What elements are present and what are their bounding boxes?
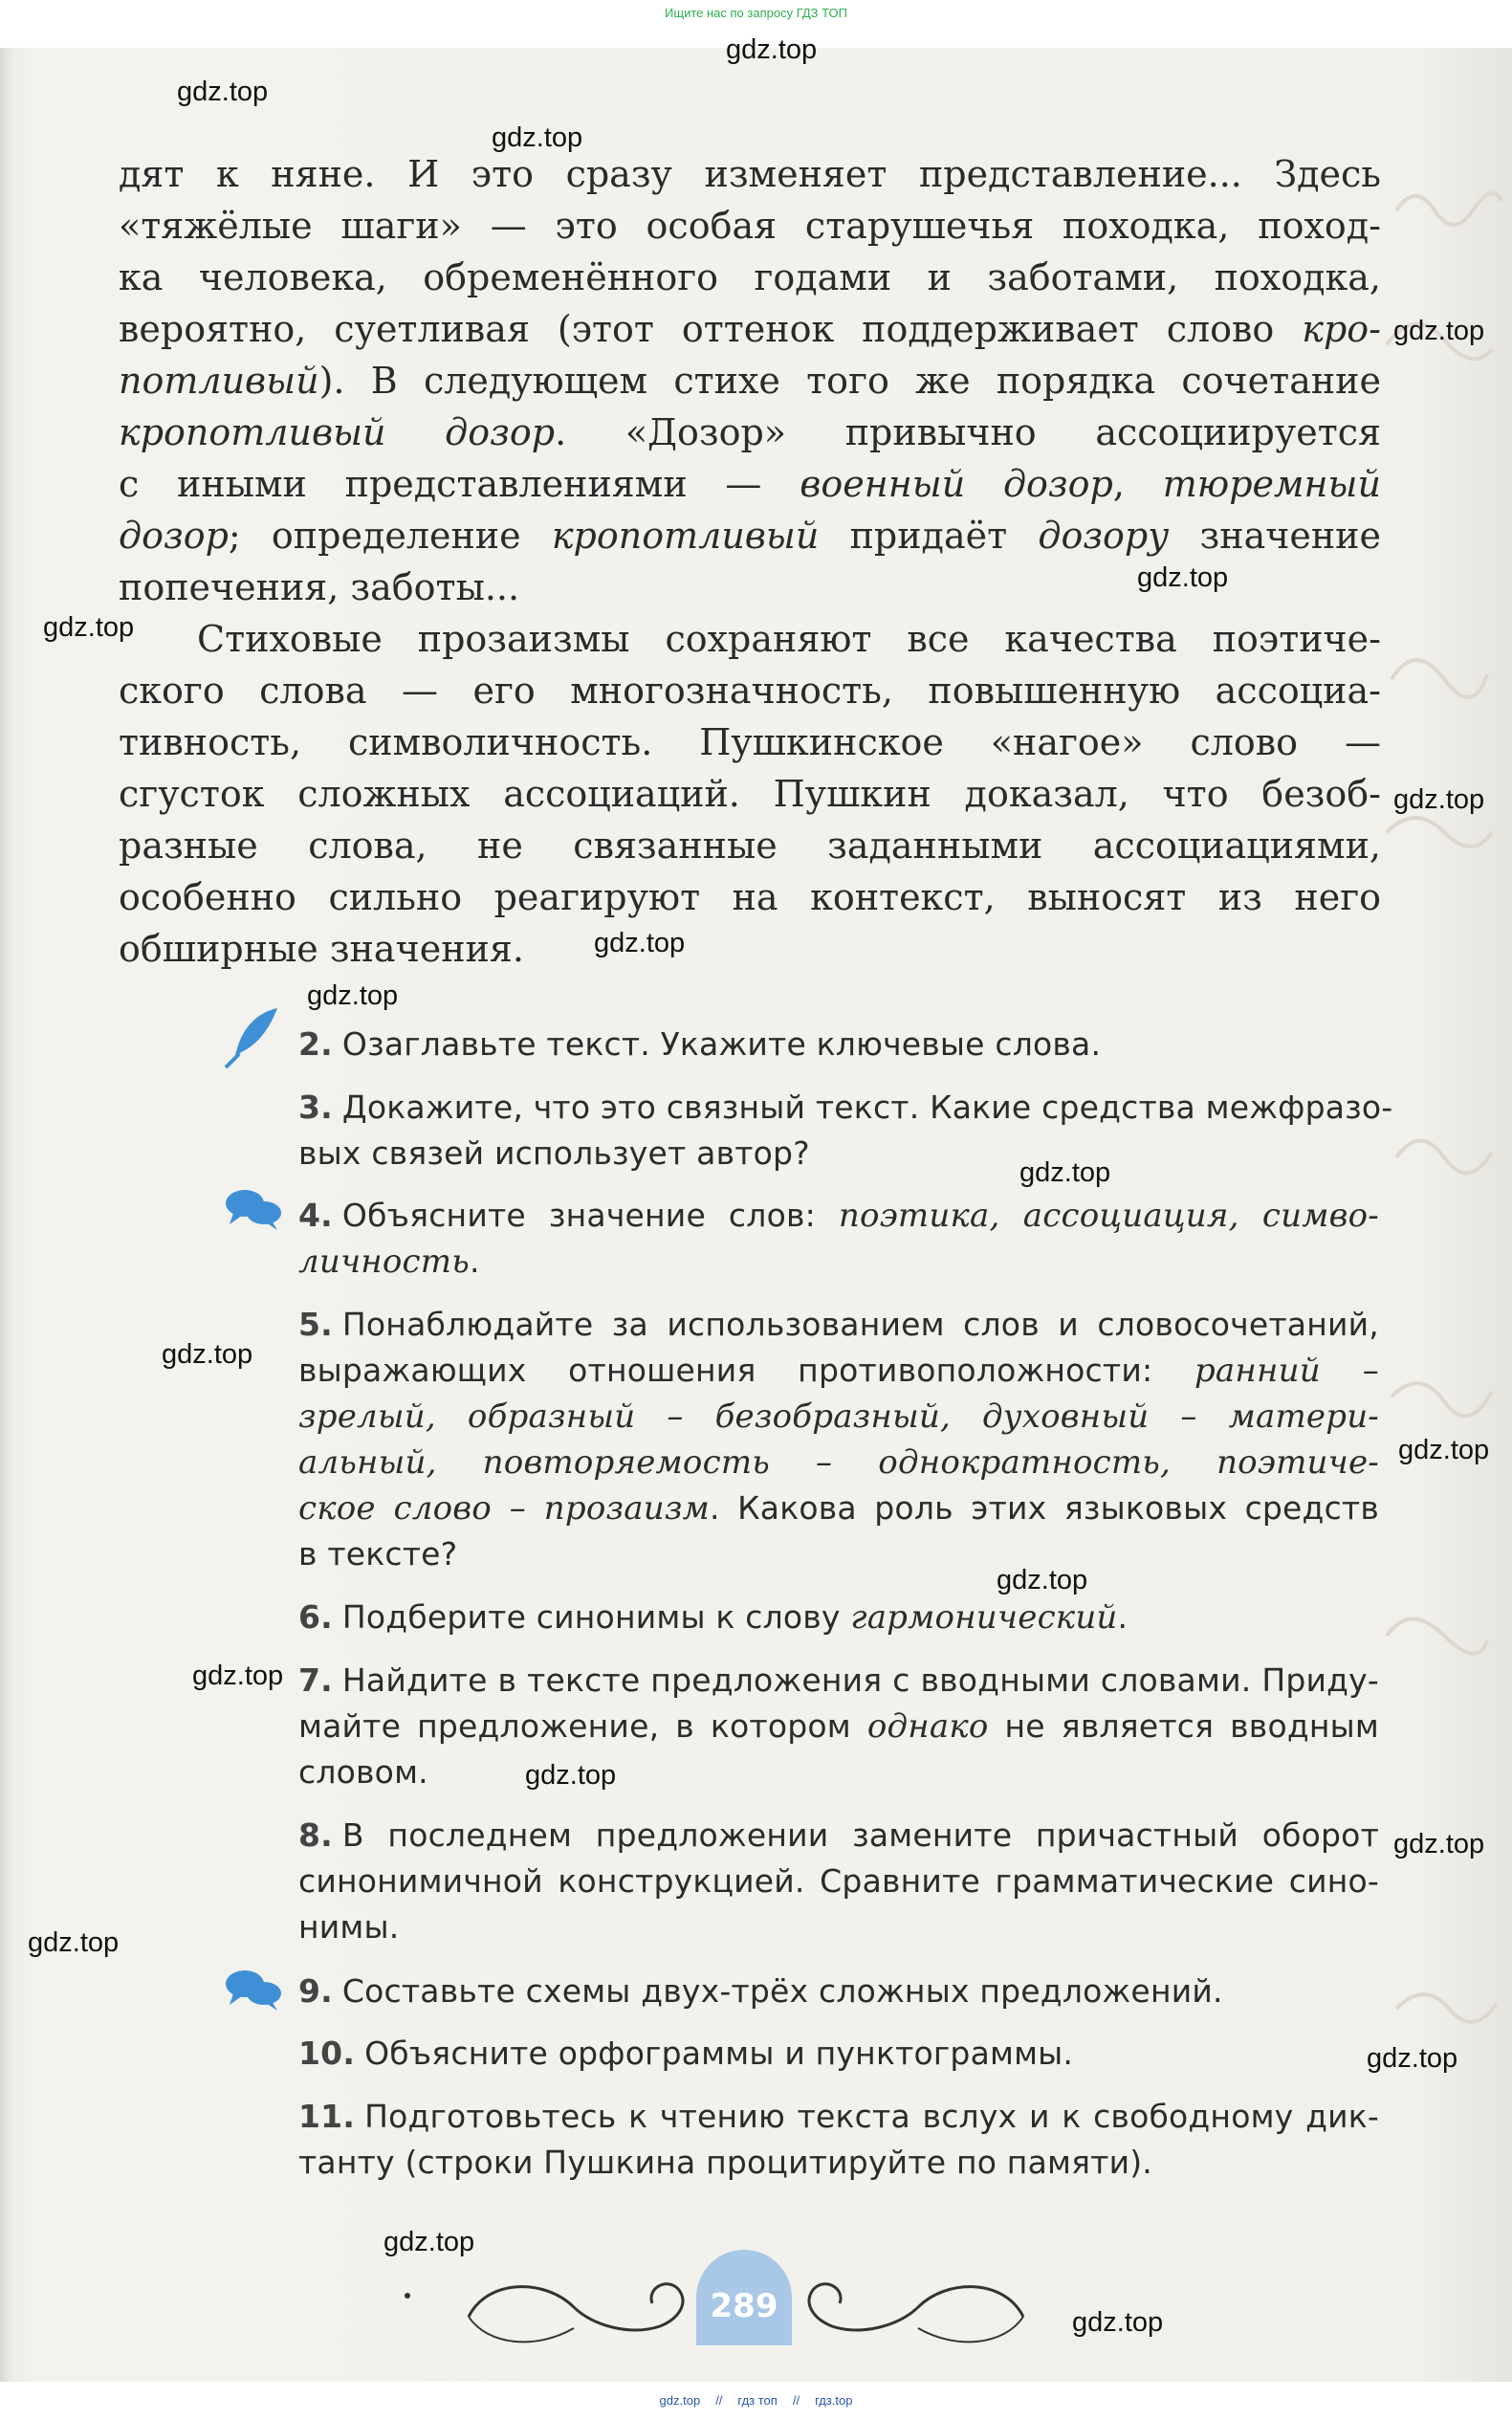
watermark: gdz.top	[1137, 562, 1229, 593]
watermark: gdz.top	[162, 1339, 253, 1370]
question-5-line: альный, повторяемость – однократность, поэтиче-	[298, 1443, 1379, 1482]
watermark: gdz.top	[492, 122, 583, 153]
watermark: gdz.top	[383, 2227, 475, 2257]
header-link[interactable]: Ищите нас по запросу ГДЗ ТОП	[665, 6, 847, 20]
question-3-line: вых связей использует автор?	[298, 1134, 810, 1172]
watermark: gdz.top	[1367, 2043, 1458, 2074]
text-line: вероятно, суетливая (этот оттенок поддерживает слово кро-	[119, 308, 1381, 350]
text-line: с иными представлениями — военный дозор, тюремный	[119, 463, 1381, 505]
separator: //	[715, 2393, 723, 2408]
footer-link[interactable]: гдз.top	[815, 2393, 853, 2408]
question-5-line: выражающих отношения противоположности: ранний –	[298, 1352, 1379, 1390]
watermark: gdz.top	[1019, 1157, 1111, 1188]
watermark: gdz.top	[997, 1565, 1088, 1595]
watermark: gdz.top	[307, 980, 399, 1011]
watermark: gdz.top	[525, 1760, 617, 1791]
question-2: 2. Озаглавьте текст. Укажите ключевые слова.	[298, 1025, 1102, 1063]
page-number: 289	[696, 2250, 792, 2345]
text-line: сгусток сложных ассоциаций. Пушкин доказал, что безоб-	[119, 773, 1381, 815]
text-line: «тяжёлые шаги» — это особая старушечья походка, поход-	[119, 205, 1381, 247]
question-10: 10. Объясните орфограммы и пунктограммы.	[298, 2035, 1074, 2072]
question-5-line: ское слово – прозаизм. Какова роль этих языковых средств	[298, 1489, 1379, 1528]
watermark: gdz.top	[43, 612, 135, 643]
dialogue-bubbles-icon	[224, 1967, 283, 2014]
text-line: попечения, заботы...	[119, 566, 520, 608]
watermark: gdz.top	[1072, 2307, 1164, 2338]
question-5-line: в тексте?	[298, 1535, 458, 1573]
text-line: Стиховые прозаизмы сохраняют все качества поэтиче-	[197, 618, 1381, 660]
quill-pen-icon	[222, 1004, 281, 1071]
watermark: gdz.top	[1398, 1435, 1490, 1465]
watermark: gdz.top	[192, 1661, 284, 1691]
text-line: дозор; определение кропотливый придаёт дозору значение	[119, 515, 1381, 557]
text-line: кропотливый дозор. «Дозор» привычно ассоциируется	[119, 411, 1381, 453]
footer-links	[0, 2393, 1512, 2408]
question-8-line: синонимичной конструкцией. Сравните грамматические сино-	[298, 1862, 1379, 1900]
question-8-line: нимы.	[298, 1908, 400, 1946]
watermark: gdz.top	[1393, 316, 1485, 346]
text-line: тивность, символичность. Пушкинское «нагое» слово —	[119, 721, 1381, 763]
text-line: ского слова — его многозначность, повышенную ассоциа-	[119, 670, 1381, 712]
question-11: 11. Подготовьтесь к чтению текста вслух и к свободному дик-	[298, 2098, 1379, 2135]
separator: //	[792, 2393, 800, 2408]
watermark: gdz.top	[28, 1927, 120, 1958]
question-4: 4. Объясните значение слов: поэтика, ассоциация, симво-	[298, 1197, 1379, 1235]
watermark: gdz.top	[726, 34, 818, 65]
watermark: gdz.top	[177, 77, 269, 107]
question-11-line: танту (строки Пушкина процитируйте по памяти).	[298, 2144, 1152, 2181]
watermark: gdz.top	[1393, 1829, 1485, 1859]
question-7: 7. Найдите в тексте предложения с вводными словами. Приду-	[298, 1661, 1379, 1699]
text-line: потливый). В следующем стихе того же порядка сочетание	[119, 360, 1381, 402]
text-line: ка человека, обременённого годами и заботами, походка,	[119, 256, 1381, 298]
dialogue-bubbles-icon	[224, 1186, 283, 1234]
question-3: 3. Докажите, что это связный текст. Какие средства межфразо-	[298, 1089, 1393, 1126]
text-line: разные слова, не связанные заданными ассоциациями,	[119, 825, 1381, 867]
question-8: 8. В последнем предложении замените причастный оборот	[298, 1816, 1379, 1854]
question-7-line: словом.	[298, 1753, 428, 1791]
text-line: обширные значения.	[119, 928, 524, 970]
watermark: gdz.top	[1393, 784, 1485, 815]
question-9: 9. Составьте схемы двух-трёх сложных предложений.	[298, 1972, 1223, 2010]
question-5: 5. Понаблюдайте за использованием слов и словосочетаний,	[298, 1306, 1379, 1343]
question-4-line: личность.	[298, 1243, 480, 1281]
handwriting-decoration	[1377, 105, 1512, 2305]
question-6: 6. Подберите синонимы к слову гармонический.	[298, 1598, 1129, 1637]
watermark: gdz.top	[594, 928, 686, 958]
question-5-line: зрелый, образный – безобразный, духовный – матери-	[298, 1397, 1379, 1436]
text-line: дят к няне. И это сразу изменяет представление... Здесь	[119, 153, 1381, 195]
footer-link[interactable]: gdz.top	[659, 2393, 701, 2408]
question-7-line: майте предложение, в котором однако не является вводным	[298, 1707, 1379, 1746]
text-line: особенно сильно реагируют на контекст, выносят из него	[119, 876, 1381, 918]
footer-link[interactable]: гдз топ	[737, 2393, 778, 2408]
